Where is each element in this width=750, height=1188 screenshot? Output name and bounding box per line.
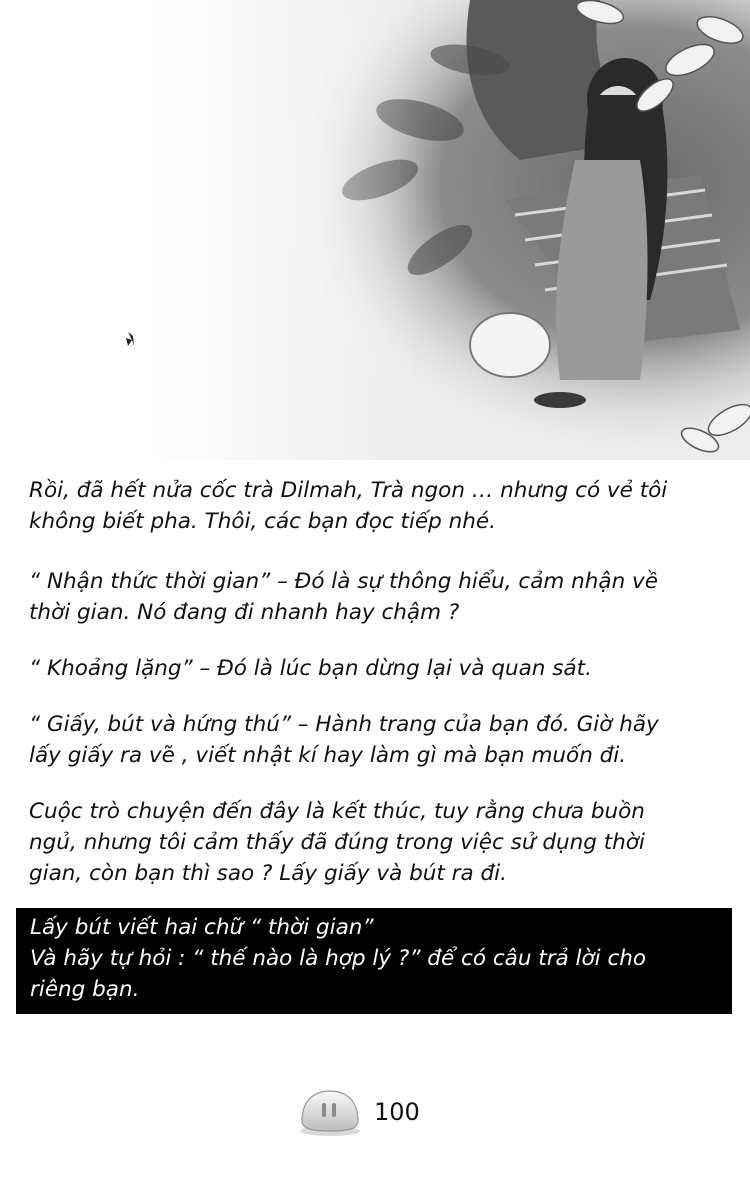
text-line: ngủ, nhưng tôi cảm thấy đã đúng trong việc sử dụng thời	[29, 830, 645, 855]
paragraph-tea	[29, 475, 729, 537]
page-number: 100	[374, 1098, 420, 1126]
text-line: “ Giấy, bút và hứng thú” – Hành trang của bạn đó. Giờ hãy	[29, 712, 659, 737]
pause-badge-icon	[296, 1087, 364, 1139]
text-line: không biết pha. Thôi, các bạn đọc tiếp nhé.	[29, 509, 496, 534]
paragraph-conclusion	[29, 796, 729, 889]
text-line: lấy giấy ra vẽ , viết nhật kí hay làm gì mà bạn muốn đi.	[29, 743, 627, 768]
text-line: “ Nhận thức thời gian” – Đó là sự thông hiểu, cảm nhận về	[29, 569, 659, 594]
callout-box	[16, 908, 732, 1014]
paragraph-paper-pen	[29, 709, 729, 771]
text-line: Lấy bút viết hai chữ “ thời gian”	[30, 915, 374, 940]
paragraph-pause	[29, 653, 729, 684]
text-line: Và hãy tự hỏi : “ thế nào là hợp lý ?” để có câu trả lời cho	[30, 946, 647, 971]
text-line: “ Khoảng lặng” – Đó là lúc bạn dừng lại và quan sát.	[29, 656, 592, 681]
text-line: Rồi, đã hết nửa cốc trà Dilmah, Trà ngon … nhưng có vẻ tôi	[29, 478, 668, 503]
callout-text	[30, 912, 730, 1005]
paragraph-time-awareness	[29, 566, 729, 628]
illustration	[0, 0, 750, 460]
text-line: Cuộc trò chuyện đến đây là kết thúc, tuy rằng chưa buồn	[29, 799, 645, 824]
text-line: thời gian. Nó đang đi nhanh hay chậm ?	[29, 600, 460, 625]
text-line: gian, còn bạn thì sao ? Lấy giấy và bút ra đi.	[29, 861, 507, 886]
text-line: riêng bạn.	[30, 977, 140, 1002]
